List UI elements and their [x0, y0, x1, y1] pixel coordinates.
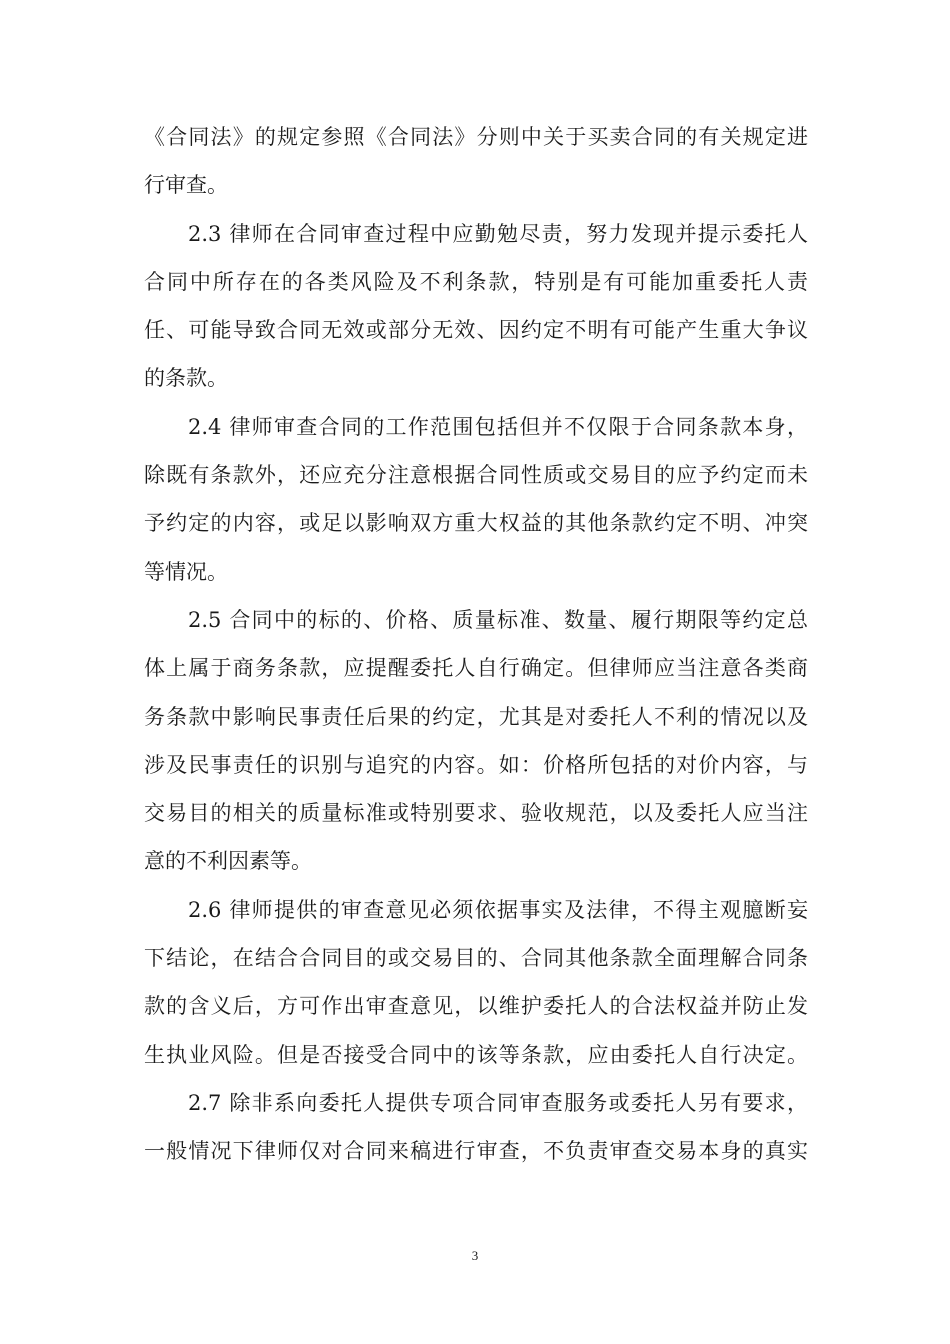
text-line: 务条款中影响民事责任后果的约定，尤其是对委托人不利的情况以及 [144, 704, 808, 729]
text-line: 的条款。 [144, 366, 228, 391]
text-line: 行审查。 [144, 173, 228, 198]
paragraph-first-line: 2.3 律师在合同审查过程中应勤勉尽责，努力发现并提示委托人 [188, 221, 808, 246]
text-line: 涉及民事责任的识别与追究的内容。如：价格所包括的对价内容，与 [144, 752, 808, 777]
text-line: 款的含义后，方可作出审查意见，以维护委托人的合法权益并防止发 [144, 994, 808, 1019]
paragraph-first-line: 2.7 除非系向委托人提供专项合同审查服务或委托人另有要求， [188, 1090, 808, 1115]
text-line: 意的不利因素等。 [144, 849, 312, 874]
text-line: 除既有条款外，还应充分注意根据合同性质或交易目的应予约定而未 [144, 463, 808, 488]
text-line: 《合同法》的规定参照《合同法》分则中关于买卖合同的有关规定进 [144, 125, 808, 149]
body-text [144, 113, 808, 1176]
text-line: 任、可能导致合同无效或部分无效、因约定不明有可能产生重大争议 [144, 318, 808, 343]
text-line: 一般情况下律师仅对合同来稿进行审查，不负责审查交易本身的真实 [144, 1139, 808, 1164]
text-line: 合同中所存在的各类风险及不利条款，特别是有可能加重委托人责 [144, 269, 808, 294]
text-line: 交易目的相关的质量标准或特别要求、验收规范，以及委托人应当注 [144, 801, 808, 826]
text-line: 生执业风险。但是否接受合同中的该等条款，应由委托人自行决定。 [144, 1042, 808, 1067]
paragraph-first-line: 2.6 律师提供的审查意见必须依据事实及法律，不得主观臆断妄 [188, 897, 808, 922]
text-line: 体上属于商务条款，应提醒委托人自行确定。但律师应当注意各类商 [144, 656, 808, 681]
text-line: 等情况。 [144, 559, 228, 584]
text-line: 下结论，在结合合同目的或交易目的、合同其他条款全面理解合同条 [144, 946, 808, 971]
page-number: 3 [471, 1248, 479, 1263]
text-line: 予约定的内容，或足以影响双方重大权益的其他条款约定不明、冲突 [144, 511, 808, 536]
paragraph-first-line: 2.5 合同中的标的、价格、质量标准、数量、履行期限等约定总 [188, 607, 808, 632]
paragraph-first-line: 2.4 律师审查合同的工作范围包括但并不仅限于合同条款本身， [188, 414, 808, 439]
